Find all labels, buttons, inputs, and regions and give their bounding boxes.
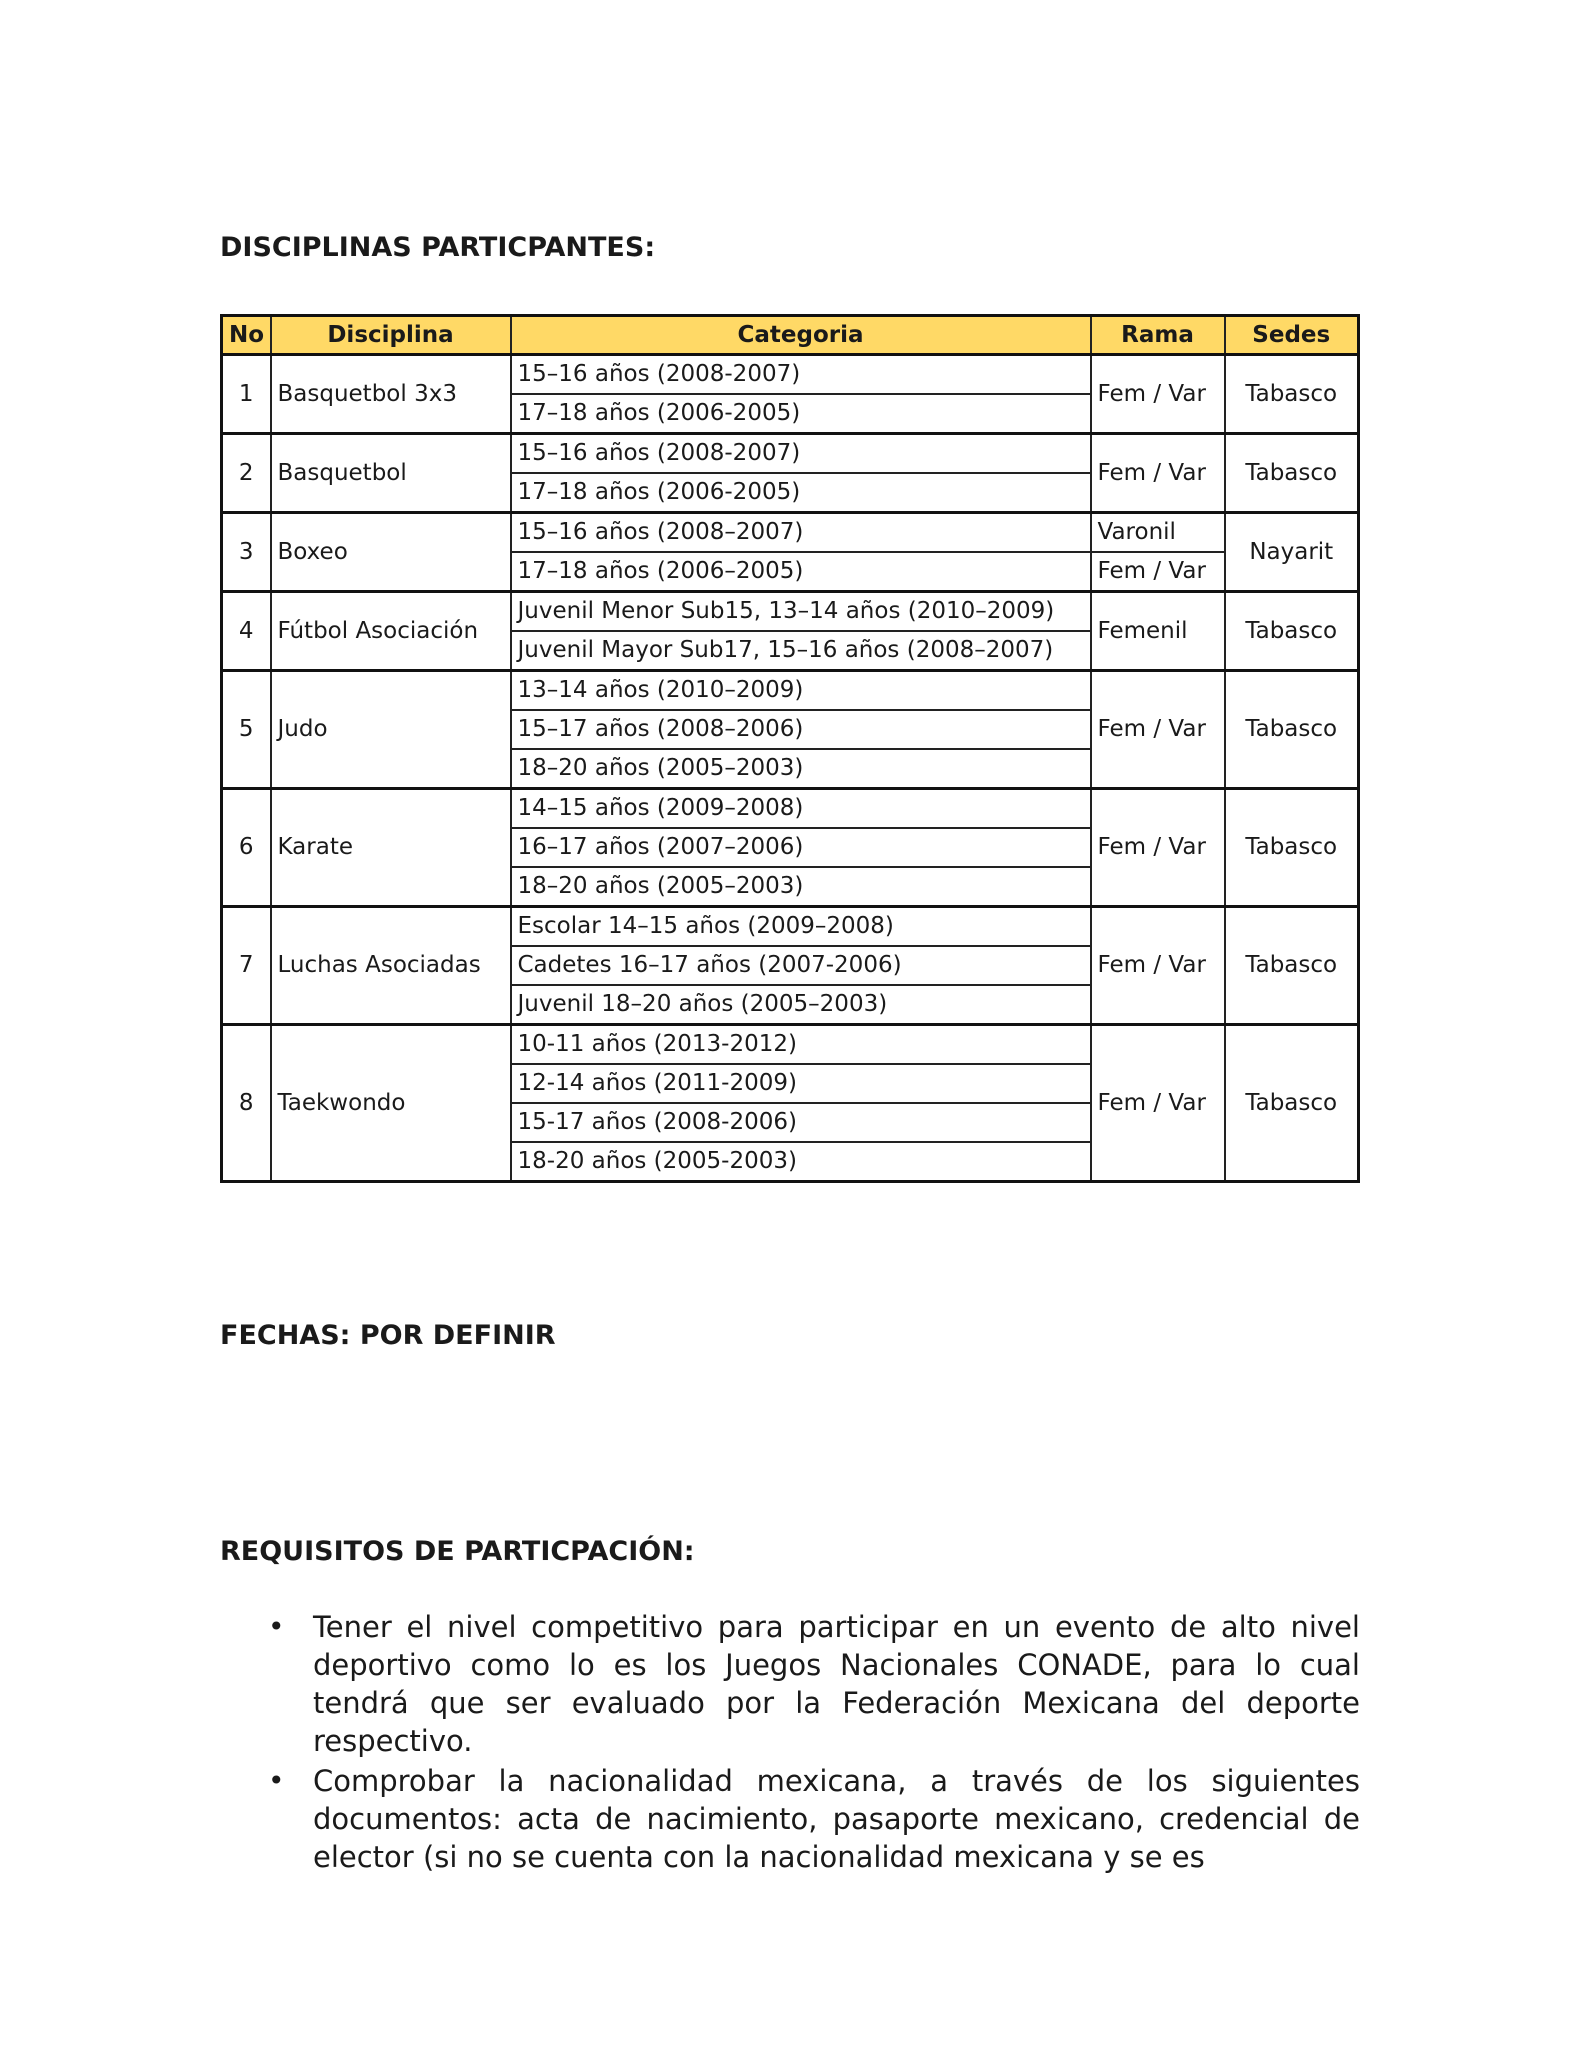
requirements-list: [220, 1608, 1360, 1878]
cell-categoria: 18–20 años (2005–2003): [511, 867, 1091, 907]
cell-disciplina: Basquetbol: [271, 434, 511, 513]
list-item: [220, 1762, 1360, 1876]
cell-categoria: 12-14 años (2011-2009): [511, 1064, 1091, 1103]
cell-no: 6: [222, 789, 271, 907]
table-row: [222, 789, 1359, 829]
cell-disciplina: Boxeo: [271, 513, 511, 592]
header-sedes: Sedes: [1225, 316, 1359, 355]
table-row: [222, 355, 1359, 395]
cell-no: 4: [222, 592, 271, 671]
cell-categoria: 15–16 años (2008-2007): [511, 355, 1091, 395]
cell-categoria: 18–20 años (2005–2003): [511, 749, 1091, 789]
cell-sede: Tabasco: [1225, 789, 1359, 907]
bullet-icon: •: [268, 1764, 285, 1797]
cell-categoria: 17–18 años (2006-2005): [511, 473, 1091, 513]
header-rama: Rama: [1091, 316, 1225, 355]
cell-rama: Fem / Var: [1091, 1025, 1225, 1182]
cell-sede: Tabasco: [1225, 1025, 1359, 1182]
cell-rama: Fem / Var: [1091, 907, 1225, 1025]
cell-categoria: 17–18 años (2006-2005): [511, 394, 1091, 434]
cell-categoria: Escolar 14–15 años (2009–2008): [511, 907, 1091, 947]
cell-sede: Tabasco: [1225, 434, 1359, 513]
cell-categoria: Juvenil Menor Sub15, 13–14 años (2010–2009): [511, 592, 1091, 632]
cell-no: 5: [222, 671, 271, 789]
cell-sede: Tabasco: [1225, 355, 1359, 434]
cell-rama: Fem / Var: [1091, 355, 1225, 434]
header-disciplina: Disciplina: [271, 316, 511, 355]
cell-sede: Nayarit: [1225, 513, 1359, 592]
cell-categoria: 15-17 años (2008-2006): [511, 1103, 1091, 1142]
section-heading-fechas: FECHAS: POR DEFINIR: [220, 1320, 556, 1351]
cell-categoria: 15–16 años (2008–2007): [511, 513, 1091, 553]
cell-categoria: 10-11 años (2013-2012): [511, 1025, 1091, 1065]
list-item: [220, 1608, 1360, 1760]
cell-categoria: 13–14 años (2010–2009): [511, 671, 1091, 711]
cell-rama: Fem / Var: [1091, 671, 1225, 789]
header-no: No: [222, 316, 271, 355]
requirement-text: Comprobar la nacionalidad mexicana, a través de los siguientes documentos: acta de nacimiento, pasaporte mexicano, credencial de elector (si no se cuenta con la nacionalidad mexicana y se es: [313, 1764, 1360, 1874]
cell-rama: Varonil: [1091, 513, 1225, 553]
table-row: [222, 513, 1359, 553]
cell-disciplina: Karate: [271, 789, 511, 907]
cell-sede: Tabasco: [1225, 907, 1359, 1025]
cell-categoria: Juvenil Mayor Sub17, 15–16 años (2008–2007): [511, 631, 1091, 671]
cell-rama: Fem / Var: [1091, 552, 1225, 592]
bullet-icon: •: [268, 1610, 285, 1643]
cell-categoria: 14–15 años (2009–2008): [511, 789, 1091, 829]
cell-disciplina: Luchas Asociadas: [271, 907, 511, 1025]
cell-disciplina: Fútbol Asociación: [271, 592, 511, 671]
cell-categoria: 15–16 años (2008-2007): [511, 434, 1091, 474]
cell-categoria: 17–18 años (2006–2005): [511, 552, 1091, 592]
section-heading-disciplinas: DISCIPLINAS PARTICPANTES:: [220, 232, 656, 263]
cell-categoria: 15–17 años (2008–2006): [511, 710, 1091, 749]
cell-no: 1: [222, 355, 271, 434]
cell-disciplina: Basquetbol 3x3: [271, 355, 511, 434]
cell-disciplina: Taekwondo: [271, 1025, 511, 1182]
cell-rama: Fem / Var: [1091, 789, 1225, 907]
cell-rama: Femenil: [1091, 592, 1225, 671]
cell-categoria: 16–17 años (2007–2006): [511, 828, 1091, 867]
cell-sede: Tabasco: [1225, 592, 1359, 671]
requirement-text: Tener el nivel competitivo para participar en un evento de alto nivel deportivo como lo es los Juegos Nacionales CONADE, para lo cual tendrá que ser evaluado por la Federación Mexicana del deporte respectivo.: [313, 1610, 1360, 1758]
cell-no: 3: [222, 513, 271, 592]
cell-categoria: Juvenil 18–20 años (2005–2003): [511, 985, 1091, 1025]
cell-categoria: 18-20 años (2005-2003): [511, 1142, 1091, 1182]
section-heading-requisitos: REQUISITOS DE PARTICPACIÓN:: [220, 1536, 695, 1567]
cell-rama: Fem / Var: [1091, 434, 1225, 513]
cell-no: 7: [222, 907, 271, 1025]
table-row: [222, 907, 1359, 947]
table-row: [222, 1025, 1359, 1065]
cell-disciplina: Judo: [271, 671, 511, 789]
table-row: [222, 671, 1359, 711]
table-header-row: [222, 316, 1359, 355]
cell-sede: Tabasco: [1225, 671, 1359, 789]
disciplines-table: [220, 314, 1360, 1183]
cell-no: 8: [222, 1025, 271, 1182]
table-row: [222, 592, 1359, 632]
table-row: [222, 434, 1359, 474]
header-categoria: Categoria: [511, 316, 1091, 355]
cell-no: 2: [222, 434, 271, 513]
cell-categoria: Cadetes 16–17 años (2007-2006): [511, 946, 1091, 985]
